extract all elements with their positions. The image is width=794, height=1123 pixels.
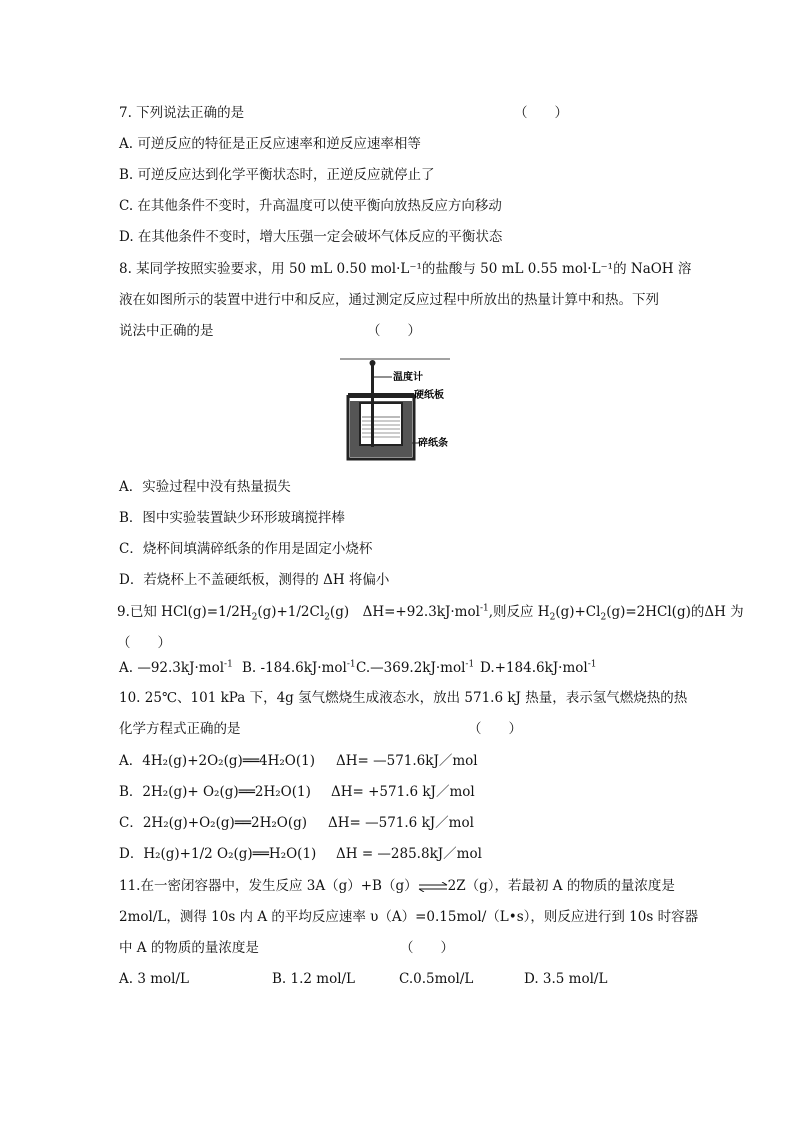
label-board: 硬纸板 — [414, 390, 444, 401]
q9-option-c: C.—369.2kJ·mol$^{-1}$ — [356, 659, 475, 676]
q8-stem-line1: 8. 某同学按照实验要求，用 50 mL 0.50 mol·L⁻¹的盐酸与 50 mL 0.55 mol·L⁻¹的 NaOH 溶 — [119, 261, 692, 277]
q7-option-b: B. 可逆反应达到化学平衡状态时，正逆反应就停止了 — [119, 167, 435, 183]
q10-option-b-enthalpy: ΔH= +571.6 kJ／mol — [331, 784, 475, 800]
q10-stem-line1: 10. 25℃、101 kPa 下，4g 氢气燃烧生成液态水，放出 571.6 kJ 热量，表示氢气燃烧热的热 — [119, 690, 688, 706]
calorimeter-figure — [338, 355, 458, 465]
q8-option-d: D．若烧杯上不盖硬纸板，测得的 ΔH 将偏小 — [119, 572, 390, 588]
q11-stem-line1: 11.在一密闭容器中，发生反应 3A（g）+B（g） 2Z（g），若最初 A 的物质的量浓度是 — [119, 878, 675, 894]
q10-option-a-enthalpy: ΔH= —571.6kJ／mol — [336, 753, 478, 769]
q10-option-b-equation: B．2H₂(g)+ O₂(g)══2H₂O(1) — [119, 784, 311, 800]
q9-option-a: A. —92.3kJ·mol$^{-1}$ — [119, 659, 233, 676]
q8-option-b: B．图中实验装置缺少环形玻璃搅拌棒 — [119, 510, 345, 526]
q10-option-d-equation: D．H₂(g)+1/2 O₂(g)══H₂O(1) — [119, 846, 317, 862]
q8-option-a: A．实验过程中没有热量损失 — [119, 479, 291, 495]
q10-option-c-enthalpy: ΔH= —571.6 kJ／mol — [328, 815, 474, 831]
q10-option-d-enthalpy: ΔH = —285.8kJ／mol — [336, 846, 482, 862]
q10-answer-paren: （ ） — [468, 721, 522, 737]
q8-answer-paren: （ ） — [367, 323, 421, 339]
q11-option-b: B. 1.2 mol/L — [272, 971, 356, 987]
q7-option-a: A. 可逆反应的特征是正反应速率和逆反应速率相等 — [119, 136, 421, 152]
label-paper: 碎纸条 — [418, 438, 448, 449]
q8-option-c: C．烧杯间填满碎纸条的作用是固定小烧杯 — [119, 541, 373, 557]
q11-option-d: D. 3.5 mol/L — [524, 971, 608, 987]
q10-option-a-equation: A．4H₂(g)+2O₂(g)══4H₂O(1) — [119, 753, 315, 769]
q11-stem-line3: 中 A 的物质的量浓度是 — [119, 940, 259, 956]
q11-option-c: C.0.5mol/L — [399, 971, 474, 987]
q7-option-d: D. 在其他条件不变时，增大压强一定会破坏气体反应的平衡状态 — [119, 229, 503, 245]
equilibrium-arrow-icon — [418, 882, 448, 892]
q11-stem-line2: 2mol/L，测得 10s 内 A 的平均反应速率 υ（A）=0.15mol/（L•s），则反应进行到 10s 时容器 — [119, 909, 699, 925]
label-thermometer: 温度计 — [393, 372, 423, 383]
q9-stem: 9.已知 $HCl(g)=1/2H_2(g)+1/2Cl_2(g)$ ΔH=+92.3kJ·mol$^{-1}$,则反应 $H_2(g)+Cl_2(g)=2HCl(g)$的ΔH 为 — [117, 603, 744, 623]
q8-stem-line3: 说法中正确的是 — [119, 323, 214, 339]
q7-option-c: C. 在其他条件不变时，升高温度可以使平衡向放热反应方向移动 — [119, 198, 502, 214]
q7-answer-paren: （ ） — [514, 105, 568, 121]
q8-stem-line2: 液在如图所示的装置中进行中和反应，通过测定反应过程中所放出的热量计算中和热。下列 — [119, 292, 659, 308]
q11-option-a: A. 3 mol/L — [119, 971, 189, 987]
q10-option-c-equation: C．2H₂(g)+O₂(g)══2H₂O(g) — [119, 815, 308, 831]
q11-answer-paren: （ ） — [400, 940, 454, 956]
q9-option-b: B. -184.6kJ·mol$^{-1}$ — [242, 659, 356, 676]
q7-stem: 7. 下列说法正确的是 — [119, 105, 245, 121]
q9-answer-paren: （ ） — [117, 635, 171, 651]
q10-stem-line2: 化学方程式正确的是 — [119, 721, 241, 737]
q9-option-d: D.+184.6kJ·mol$^{-1}$ — [480, 659, 597, 676]
